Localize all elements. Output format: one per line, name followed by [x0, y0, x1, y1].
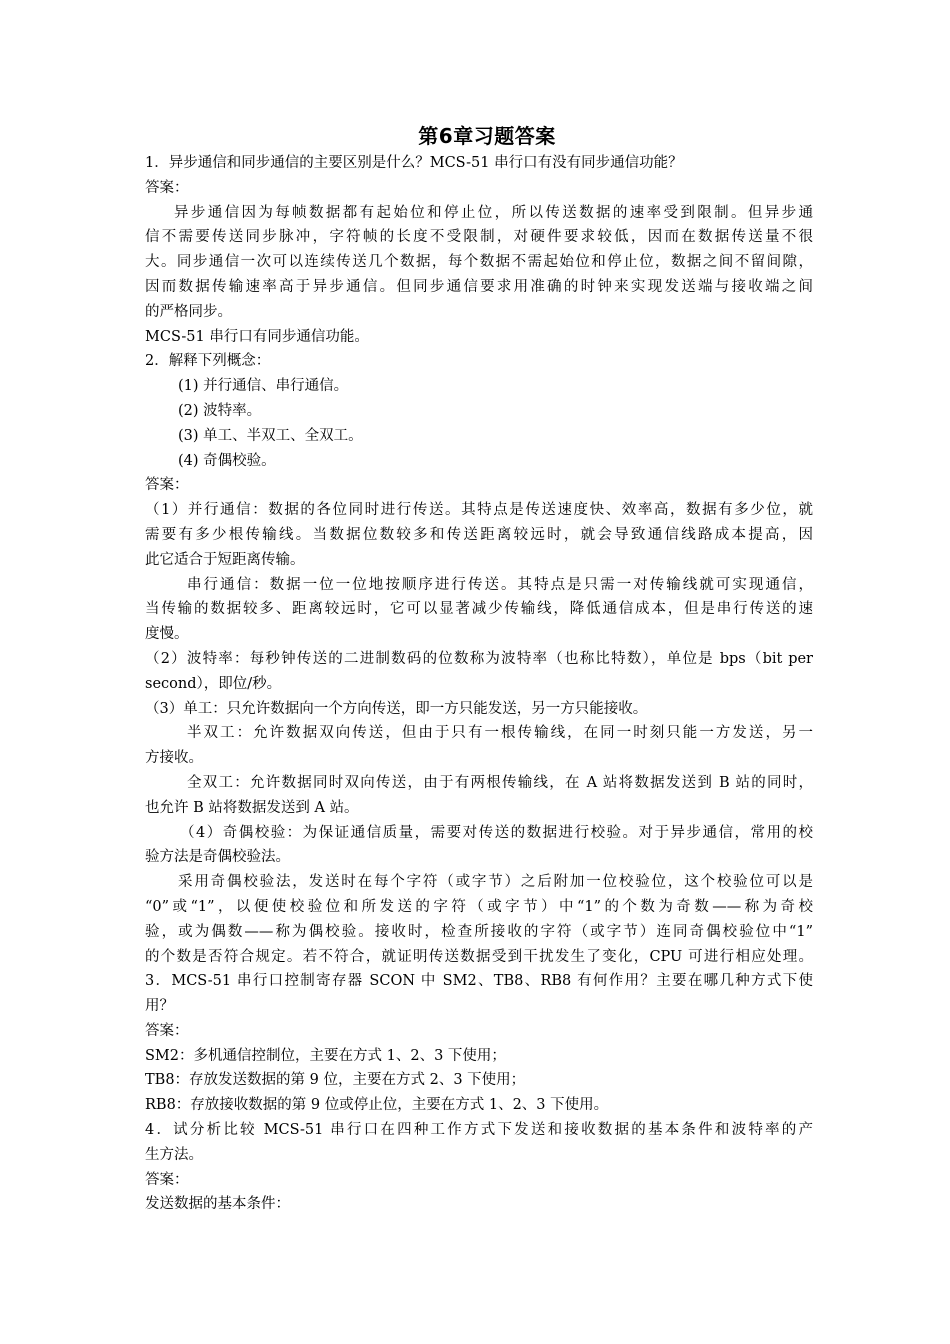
list-item: (1) 并行通信、串行通信。 [178, 378, 349, 395]
list-item: (4) 奇偶校验。 [178, 452, 276, 469]
paragraph-line: 的严格同步。 [145, 303, 232, 320]
question-2: 2．解释下列概念： [145, 353, 271, 370]
answer-label: 答案： [145, 1171, 189, 1188]
paragraph-line: 半双工：允许数据双向传送，但由于只有一根传输线，在同一时刻只能一方发送，另一 [187, 725, 813, 742]
question-3: 3．MCS-51 串行口控制寄存器 SCON 中 SM2、TB8、RB8 有何作用？主要在哪几种方式下使 [145, 973, 813, 990]
document-page [145, 121, 813, 1217]
paragraph-line: （4）奇偶校验：为保证通信质量，需要对传送的数据进行校验。对于异步通信，常用的校 [180, 824, 813, 841]
question-4: 4．试分析比较 MCS-51 串行口在四种工作方式下发送和接收数据的基本条件和波特率的产 [145, 1122, 813, 1139]
answer-label: 答案： [145, 477, 189, 494]
paragraph-line: 用？ [145, 998, 174, 1015]
paragraph-line: 生方法。 [145, 1146, 203, 1163]
paragraph-line: 需要有多少根传输线。当数据位数较多和传送距离较远时，就会导致通信线路成本提高，因 [145, 526, 813, 543]
answer-label: 答案： [145, 179, 189, 196]
paragraph-line: second），即位/秒。 [145, 675, 282, 692]
paragraph-line: 异步通信因为每帧数据都有起始位和停止位，所以传送数据的速率受到限制。但异步通 [174, 204, 813, 221]
paragraph-line: TB8：存放发送数据的第 9 位，主要在方式 2、3 下使用； [145, 1072, 526, 1089]
paragraph-line: 此它适合于短距离传输。 [145, 551, 305, 568]
paragraph-line: （3）单工：只允许数据向一个方向传送，即一方只能发送，另一方只能接收。 [145, 700, 648, 717]
paragraph-line: （1）并行通信：数据的各位同时进行传送。其特点是传送速度快、效率高，数据有多少位，就 [145, 502, 813, 519]
answer-label: 答案： [145, 1022, 189, 1039]
paragraph-line: 因而数据传输速率高于异步通信。但同步通信要求用准确的时钟来实现发送端与接收端之间 [145, 278, 813, 295]
paragraph-line: RB8：存放接收数据的第 9 位或停止位，主要在方式 1、2、3 下使用。 [145, 1097, 609, 1114]
paragraph-line: 的个数是否符合规定。若不符合，就证明传送数据受到干扰发生了变化，CPU 可进行相应处理。 [145, 948, 813, 965]
paragraph-line: 当传输的数据较多、距离较远时，它可以显著减少传输线，降低通信成本，但是串行传送的速 [145, 601, 813, 618]
paragraph-line: 验方法是奇偶校验法。 [145, 849, 290, 866]
page-title: 第6章习题答案 [418, 124, 556, 148]
list-item: (3) 单工、半双工、全双工。 [178, 427, 363, 444]
question-1: 1．异步通信和同步通信的主要区别是什么？MCS-51 串行口有没有同步通信功能？ [145, 155, 683, 171]
paragraph-line: SM2：多机通信控制位，主要在方式 1、2、3 下使用； [145, 1047, 506, 1064]
paragraph-line: 采用奇偶校验法，发送时在每个字符（或字节）之后附加一位校验位，这个校验位可以是 [178, 874, 813, 891]
paragraph-line: 全双工：允许数据同时双向传送，由于有两根传输线，在 A 站将数据发送到 B 站的同时， [187, 774, 813, 791]
paragraph-line: （2）波特率：每秒钟传送的二进制数码的位数称为波特率（也称比特数），单位是 bps（bit per [145, 650, 813, 667]
paragraph-line: 信不需要传送同步脉冲，字符帧的长度不受限制，对硬件要求较低，因而在数据传送量不很 [145, 229, 813, 246]
paragraph-line: 度慢。 [145, 626, 189, 643]
paragraph-line: 验，或为偶数——称为偶校验。接收时，检查所接收的字符（或字节）连同奇偶校验位中“1” [145, 923, 813, 940]
paragraph-line: “0”或“1”，以便使校验位和所发送的字符（或字节）中“1”的个数为奇数——称为奇校 [145, 898, 813, 915]
paragraph-line: 方接收。 [145, 750, 203, 767]
paragraph-line: MCS-51 串行口有同步通信功能。 [145, 328, 369, 345]
paragraph-line: 发送数据的基本条件： [145, 1196, 290, 1213]
paragraph-line: 大。同步通信一次可以连续传送几个数据，每个数据不需起始位和停止位，数据之间不留间隙， [145, 254, 813, 271]
paragraph-line: 串行通信：数据一位一位地按顺序进行传送。其特点是只需一对传输线就可实现通信， [187, 576, 813, 593]
paragraph-line: 也允许 B 站将数据发送到 A 站。 [145, 799, 359, 816]
list-item: (2) 波特率。 [178, 402, 262, 419]
